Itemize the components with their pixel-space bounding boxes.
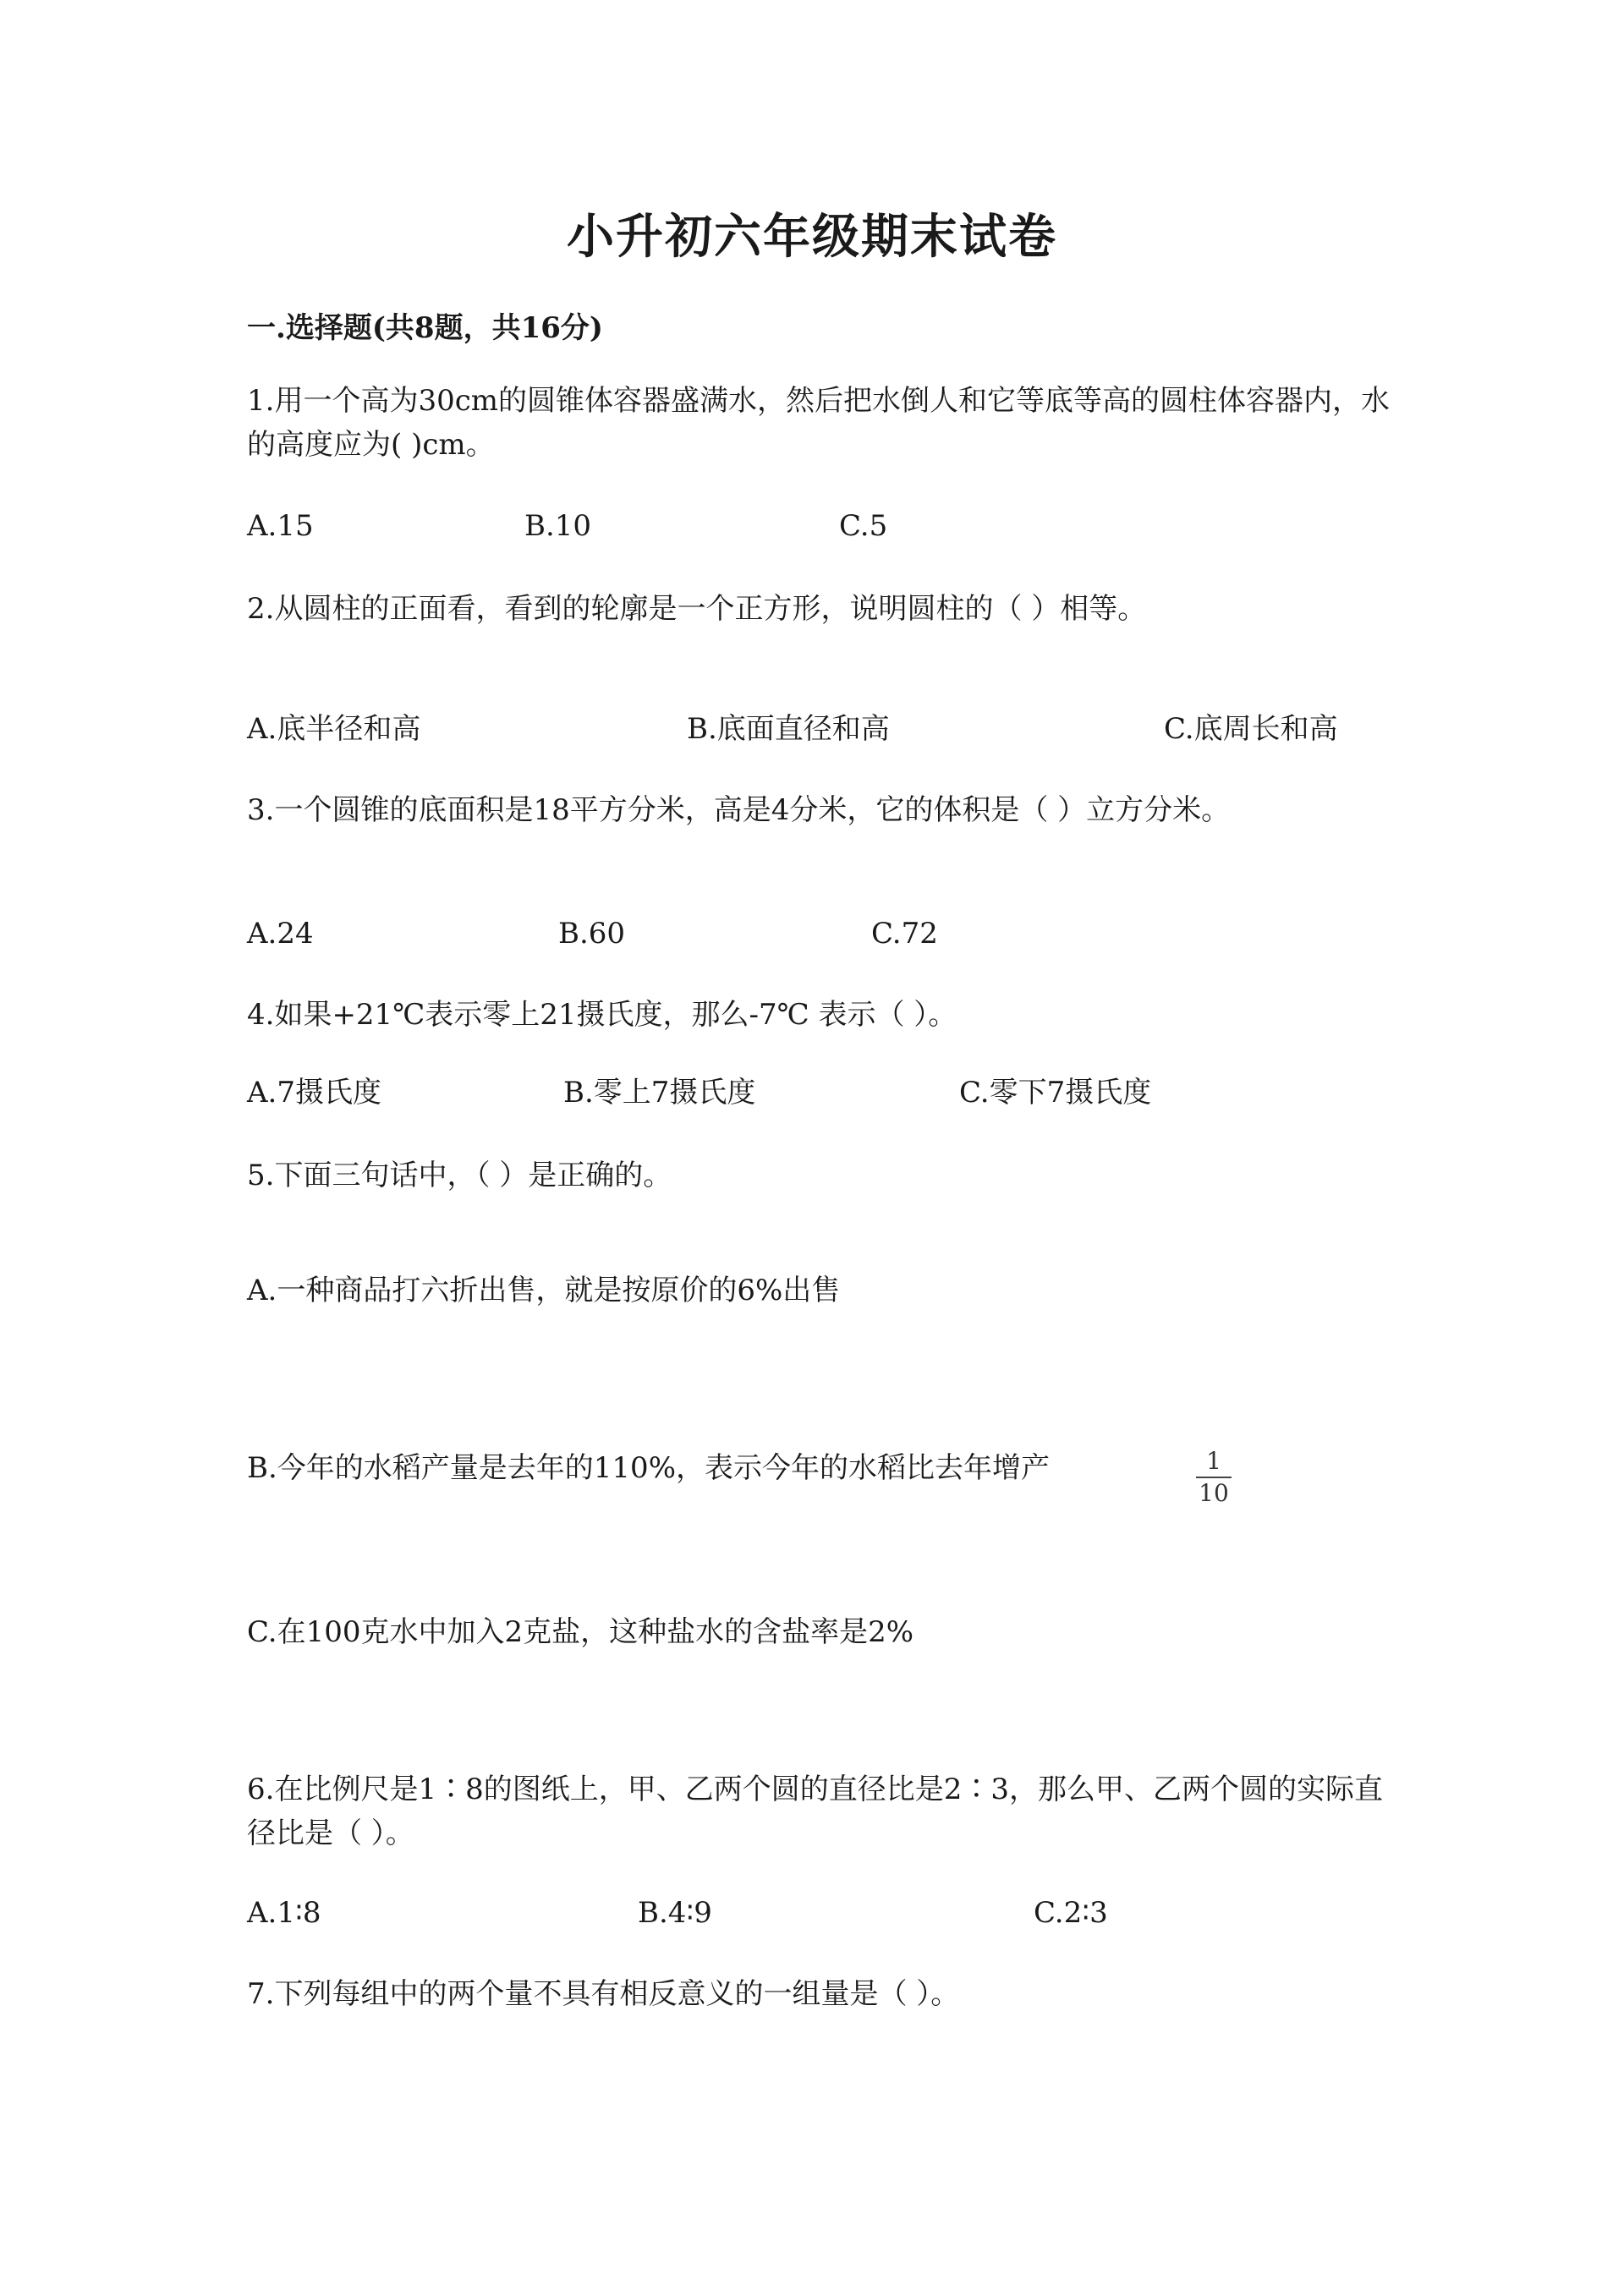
question-5: 5.下面三句话中，（ ）是正确的。 (247, 1159, 672, 1192)
fraction-one-tenth (1193, 1448, 1235, 1507)
question-2: 2.从圆柱的正面看，看到的轮廓是一个正方形，说明圆柱的（ ）相等。 (247, 592, 1147, 626)
q4-option-a: A.7摄氏度 (247, 1076, 381, 1110)
q2-option-a: A.底半径和高 (247, 712, 421, 746)
fraction-denominator: 10 (1199, 1479, 1229, 1507)
q2-option-b: B.底面直径和高 (687, 712, 890, 746)
q3-option-a: A.24 (247, 917, 314, 951)
q5-option-a: A.一种商品打六折出售，就是按原价的6%出售 (247, 1274, 841, 1307)
q5-option-c: C.在100克水中加入2克盐，这种盐水的含盐率是2% (247, 1615, 914, 1649)
section-heading: 一.选择题(共8题，共16分) (247, 311, 603, 345)
fraction-numerator: 1 (1206, 1447, 1221, 1475)
q3-option-b: B.60 (558, 917, 626, 951)
question-7: 7.下列每组中的两个量不具有相反意义的一组量是（ ）。 (247, 1977, 960, 2011)
q4-option-c: C.零下7摄氏度 (959, 1076, 1152, 1110)
question-4: 4.如果+21℃表示零上21摄氏度，那么-7℃ 表示（ ）。 (247, 998, 957, 1032)
q5-option-b: B.今年的水稻产量是去年的110%，表示今年的水稻比去年增产 (247, 1451, 1050, 1485)
q6-option-a: A.1∶8 (247, 1896, 321, 1930)
q6-option-c: C.2∶3 (1034, 1896, 1108, 1930)
question-1: 1.用一个高为30cm的圆锥体容器盛满水，然后把水倒人和它等底等高的圆柱体容器内，水的高度应为( )cm。 (247, 384, 1390, 462)
question-3: 3.一个圆锥的底面积是18平方分米，高是4分米，它的体积是（ ）立方分米。 (247, 793, 1231, 827)
q4-option-b: B.零上7摄氏度 (563, 1076, 756, 1110)
fraction-bar (1196, 1477, 1232, 1478)
q6-option-b: B.4∶9 (638, 1896, 712, 1930)
q3-option-c: C.72 (871, 917, 938, 951)
q1-option-c: C.5 (839, 509, 888, 543)
page-title: 小升初六年级期末试卷 (567, 209, 1057, 265)
q1-option-b: B.10 (524, 509, 592, 543)
question-6: 6.在比例尺是1∶8的图纸上，甲、乙两个圆的直径比是2∶3，那么甲、乙两个圆的实际直径比是（ ）。 (247, 1773, 1383, 1850)
q1-option-a: A.15 (247, 509, 314, 543)
q2-option-c: C.底周长和高 (1164, 712, 1338, 746)
